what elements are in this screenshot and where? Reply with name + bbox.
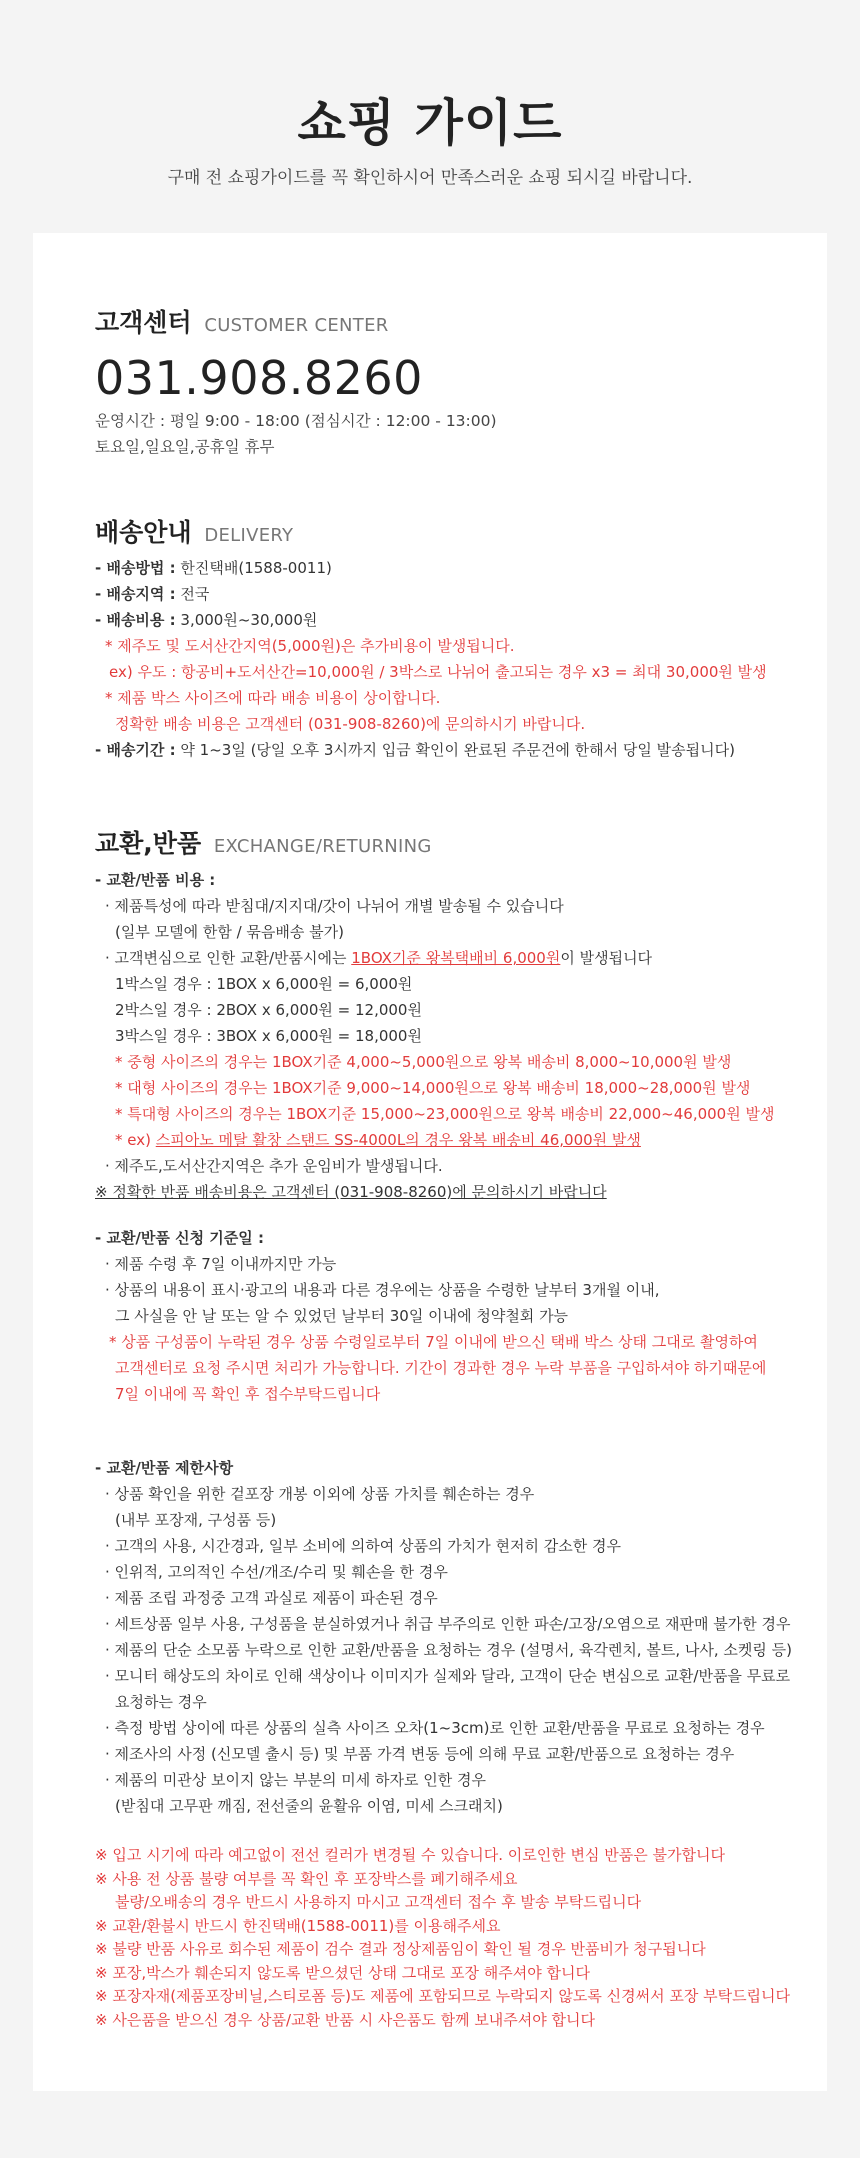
list-item: (일부 모델에 한함 / 묶음배송 불가): [115, 923, 344, 941]
example-link: 스피아노 메탈 활창 스탠드 SS-4000L의 경우 왕복 배송비 46,000원 발생: [155, 1131, 641, 1149]
delivery-note: ex) 우도 : 항공비+도서산간=10,000원 / 3박스로 나뉘어 출고되는 경우 x3 = 최대 30,000원 발생: [109, 663, 767, 681]
exchange-notes: [95, 1844, 790, 2032]
exchange-heading: [95, 831, 432, 856]
exchange-limit-heading: - 교환/반품 제한사항: [95, 1459, 234, 1477]
note-item: ※ 교환/환불시 반드시 한진택배(1588-0011)를 이용해주세요: [95, 1916, 501, 1935]
delivery-period: - 배송기간 : 약 1~3일 (당일 오후 3시까지 입금 확인이 완료된 주문건에 한해서 당일 발송됩니다): [95, 741, 735, 759]
customer-center-hours: [95, 408, 497, 460]
customer-center-title: 고객센터: [95, 308, 192, 337]
note-item: ※ 포장,박스가 훼손되지 않도록 받으셨던 상태 그대로 포장 해주셔야 합니다: [95, 1963, 590, 1982]
list-item: ※ 정확한 반품 배송비용은 고객센터 (031-908-8260)에 문의하시기 바랍니다: [95, 1183, 607, 1201]
list-item: · 세트상품 일부 사용, 구성품을 분실하였거나 취급 부주의로 인한 파손/고장/오염으로 재판매 불가한 경우: [105, 1615, 791, 1633]
page-title: 쇼핑 가이드: [297, 94, 563, 152]
list-item: 그 사실을 안 날 또는 알 수 있었던 날부터 30일 이내에 청약철회 가능: [115, 1307, 569, 1325]
list-item: · 제주도,도서산간지역은 추가 운임비가 발생됩니다.: [105, 1157, 443, 1175]
list-item: 고객센터로 요청 주시면 처리가 가능합니다. 기간이 경과한 경우 누락 부품을 구입하셔야 하기때문에: [115, 1359, 767, 1377]
operating-hours: 운영시간 : 평일 9:00 - 18:00 (점심시간 : 12:00 - 13:00): [95, 412, 497, 430]
list-item: 2박스일 경우 : 2BOX x 6,000원 = 12,000원: [115, 1001, 422, 1019]
list-item: · 고객의 사용, 시간경과, 일부 소비에 의하여 상품의 가치가 현저히 감소한 경우: [105, 1537, 621, 1555]
note-item: ※ 포장자재(제품포장비닐,스티로폼 등)도 제품에 포함되므로 누락되지 않도록 신경써서 포장 부탁드립니다: [95, 1987, 791, 2005]
list-item: 요청하는 경우: [115, 1693, 207, 1711]
exchange-title: 교환,반품: [95, 829, 202, 858]
delivery-method: - 배송방법 : 한진택배(1588-0011): [95, 559, 332, 577]
note-item: ※ 사은품을 받으신 경우 상품/교환 반품 시 사은품도 함께 보내주셔야 합니다: [95, 2010, 596, 2029]
list-item: · 제품의 단순 소모품 누락으로 인한 교환/반품을 요청하는 경우 (설명서, 육각렌치, 볼트, 나사, 소켓링 등): [105, 1641, 792, 1659]
return-fee-link: 1BOX기준 왕복택배비 6,000원: [351, 949, 561, 967]
delivery-area: - 배송지역 : 전국: [95, 585, 210, 603]
note-item: ※ 사용 전 상품 불량 여부를 꼭 확인 후 포장박스를 폐기해주세요: [95, 1869, 518, 1888]
page-header: [0, 0, 860, 188]
list-item: (내부 포장재, 구성품 등): [115, 1511, 277, 1529]
exchange-apply-list: [95, 1225, 766, 1407]
list-item: 1박스일 경우 : 1BOX x 6,000원 = 6,000원: [115, 975, 413, 993]
note-item: ※ 불량 반품 사유로 회수된 제품이 검수 결과 정상제품임이 확인 될 경우 반품비가 청구됩니다: [95, 1940, 706, 1958]
list-item: · 제품의 미관상 보이지 않는 부분의 미세 하자로 인한 경우: [105, 1771, 486, 1789]
list-item: · 모니터 해상도의 차이로 인해 색상이나 이미지가 실제와 달라, 고객이 단순 변심으로 교환/반품을 무료로: [105, 1667, 791, 1685]
exchange-limit-list: [95, 1455, 792, 1819]
list-item: * 대형 사이즈의 경우는 1BOX기준 9,000~14,000원으로 왕복 배송비 18,000~28,000원 발생: [115, 1079, 751, 1097]
delivery-cost: - 배송비용 : 3,000원~30,000원: [95, 611, 318, 629]
list-item: · 고객변심으로 인한 교환/반품시에는 1BOX기준 왕복택배비 6,000원이 발생됩니다: [105, 949, 653, 967]
list-item: * ex) 스피아노 메탈 활창 스탠드 SS-4000L의 경우 왕복 배송비 46,000원 발생: [115, 1131, 641, 1149]
delivery-list: [95, 555, 767, 763]
guide-card: [33, 233, 827, 2091]
list-item: · 제품특성에 따라 받침대/지지대/갓이 나뉘어 개별 발송될 수 있습니다: [105, 897, 564, 915]
list-item: · 상품 확인을 위한 겉포장 개봉 이외에 상품 가치를 훼손하는 경우: [105, 1485, 535, 1503]
list-item: · 제품 수령 후 7일 이내까지만 가능: [105, 1255, 337, 1273]
delivery-note: 정확한 배송 비용은 고객센터 (031-908-8260)에 문의하시기 바랍니다.: [115, 715, 586, 733]
exchange-apply-heading: - 교환/반품 신청 기준일 :: [95, 1229, 265, 1247]
exchange-cost-heading: - 교환/반품 비용 :: [95, 871, 216, 889]
list-item: · 제조사의 사정 (신모델 출시 등) 및 부품 가격 변동 등에 의해 무료 교환/반품으로 요청하는 경우: [105, 1745, 735, 1763]
list-item: · 제품 조립 과정중 고객 과실로 제품이 파손된 경우: [105, 1589, 438, 1607]
list-item: · 인위적, 고의적인 수선/개조/수리 및 훼손을 한 경우: [105, 1563, 448, 1581]
page-subtitle: 구매 전 쇼핑가이드를 꼭 확인하시어 만족스러운 쇼핑 되시길 바랍니다.: [167, 168, 693, 188]
delivery-note: * 제주도 및 도서산간지역(5,000원)은 추가비용이 발생됩니다.: [105, 637, 515, 655]
list-item: (받침대 고무판 깨짐, 전선줄의 윤활유 이염, 미세 스크래치): [115, 1797, 503, 1815]
customer-center-phone: 031.908.8260: [95, 351, 423, 405]
delivery-title: 배송안내: [95, 518, 192, 547]
delivery-title-en: DELIVERY: [204, 525, 294, 546]
note-item: ※ 입고 시기에 따라 예고없이 전선 컬러가 변경될 수 있습니다. 이로인한 변심 반품은 불가합니다: [95, 1846, 725, 1864]
delivery-heading: [95, 520, 293, 545]
list-item: 7일 이내에 꼭 확인 후 접수부탁드립니다: [115, 1385, 381, 1403]
list-item: · 측정 방법 상이에 따른 상품의 실측 사이즈 오차(1~3cm)로 인한 교환/반품을 무료로 요청하는 경우: [105, 1719, 765, 1737]
list-item: * 상품 구성품이 누락된 경우 상품 수령일로부터 7일 이내에 받으신 택배 박스 상태 그대로 촬영하여: [109, 1333, 758, 1351]
list-item: 3박스일 경우 : 3BOX x 6,000원 = 18,000원: [115, 1027, 422, 1045]
customer-center-heading: [95, 310, 389, 335]
list-item: · 상품의 내용이 표시·광고의 내용과 다른 경우에는 상품을 수령한 날부터 3개월 이내,: [105, 1281, 660, 1299]
delivery-note: * 제품 박스 사이즈에 따라 배송 비용이 상이합니다.: [105, 689, 441, 707]
customer-center-title-en: CUSTOMER CENTER: [204, 315, 389, 336]
exchange-title-en: EXCHANGE/RETURNING: [213, 836, 432, 857]
closed-days: 토요일,일요일,공휴일 휴무: [95, 438, 275, 456]
exchange-cost-list: [95, 867, 774, 1205]
list-item: * 중형 사이즈의 경우는 1BOX기준 4,000~5,000원으로 왕복 배송비 8,000~10,000원 발생: [115, 1053, 732, 1071]
list-item: * 특대형 사이즈의 경우는 1BOX기준 15,000~23,000원으로 왕복 배송비 22,000~46,000원 발생: [115, 1105, 775, 1123]
note-item: 불량/오배송의 경우 반드시 사용하지 마시고 고객센터 접수 후 발송 부탁드립니다: [115, 1893, 642, 1911]
